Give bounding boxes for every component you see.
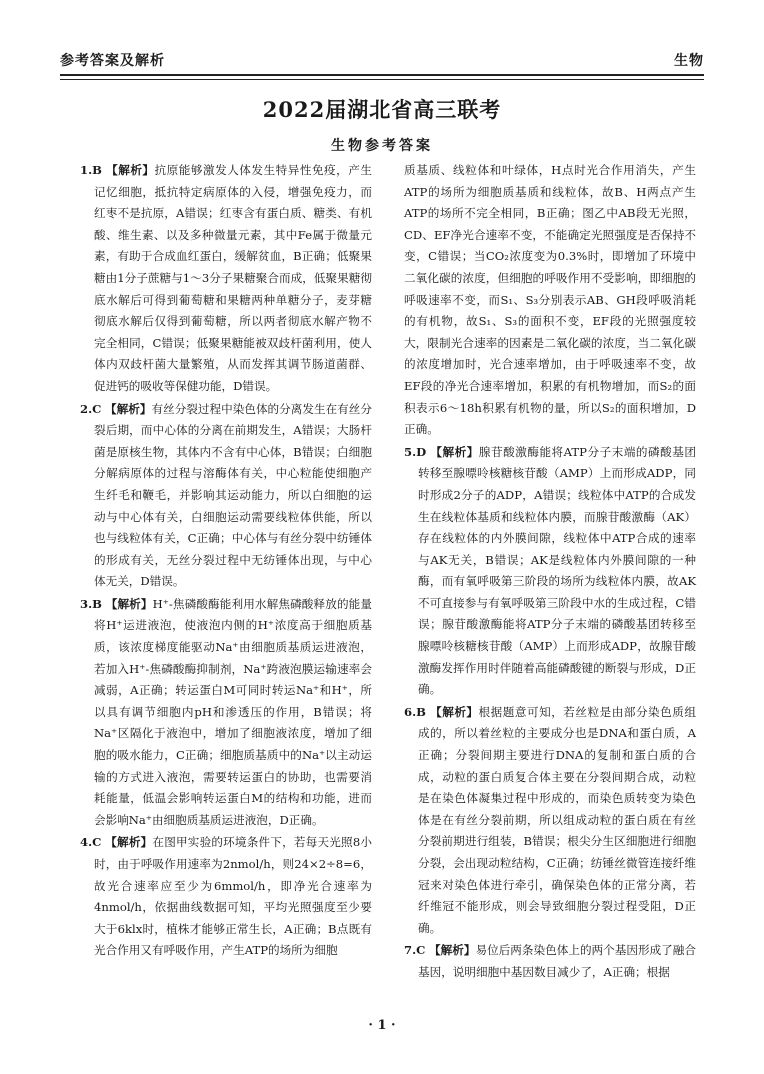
header-subject-label: 生物 xyxy=(674,53,704,69)
analysis-text: 抗原能够激发人体发生特异性免疫，产生记忆细胞，抵抗特定病原体的入侵，增强免疫力，而红枣不是抗原，A错误；红枣含有蛋白质、糖类、有机酸、维生素、以及多种微量元素，其中Fe属于微量元素，有助于合成血红蛋白，缓解贫血，B正确；低聚果糖由1分子蔗糖与1～3分子果糖聚合而成，低聚果糖彻底水解后可得到葡萄糖和果糖两种单糖分子，麦芽糖彻底水解后仅得到葡萄糖，所以两者彻底水解产物不完全相同，C错误；低聚果糖能被双歧杆菌利用，使人体内双歧杆菌大量繁殖，从而发挥其调节肠道菌群、促进钙的吸收等保健功能，D错误。 xyxy=(94,163,372,393)
running-header xyxy=(60,44,704,70)
answer-item-6 xyxy=(404,702,696,940)
analysis-text: 质基质、线粒体和叶绿体，H点时光合作用消失，产生ATP的场所为细胞质基质和线粒体，故B、H两点产生ATP的场所不完全相同，B正确；图乙中AB段无光照，CD、EF净光合速率不变，不能确定光照强度是否保持不变，C错误；当CO₂浓度变为0.3%时，即增加了环境中二氧化碳的浓度，但细胞的呼吸作用不受影响，即细胞的呼吸速率不变，而S₁、S₃分别表示AB、GH段呼吸消耗的有机物，故S₁、S₃的面积不变，EF段的光照强度较大，限制光合速率的因素是二氧化碳的浓度，当二氧化碳的浓度增加时，光合速率增加，由于呼吸速率不变，故EF段的净光合速率增加，积累的有机物增加，而S₂的面积表示6～18h积累有机物的量，所以S₂的面积增加，D正确。 xyxy=(404,163,696,437)
answer-number: 1.B xyxy=(80,163,102,177)
answer-number: 7.C xyxy=(404,943,426,958)
analysis-text: 根据题意可知，若丝粒是由部分染色质组成的，所以着丝粒的主要成分也是DNA和蛋白质，A正确；分裂间期主要进行DNA的复制和蛋白质的合成，动粒的蛋白质复合体主要在分裂间期合成，动粒是在染色体凝集过程中形成的，而染色质转变为染色体是在有丝分裂前期，所以组成动粒的蛋白质在有丝分裂前期进行组装，B错误；根尖分生区细胞进行细胞分裂，会出现动粒结构，C正确；纺锤丝微管连接纤维冠来对染色体进行牵引，确保染色体的正常分离，若纤维冠不能形成，则会导致细胞分裂过程受阻，D正确。 xyxy=(418,704,696,935)
analysis-tag: 【解析】 xyxy=(105,401,152,416)
header-rule xyxy=(60,74,704,80)
document-title: 2022届湖北省高三联考 xyxy=(262,97,502,122)
answer-item-4-continued xyxy=(404,160,696,441)
answer-number: 3.B xyxy=(80,596,102,611)
analysis-text: 腺苷酸激酶能将ATP分子末端的磷酸基团转移至腺嘌呤核糖核苷酸（AMP）上而形成ADP，同时形成2分子的ADP，A错误；线粒体中ATP的合成发生在线粒体基质和线粒体内膜，而腺苷酸激酶（AK）存在线粒体的内外膜间隙，线粒体中ATP合成的速率与AK无关，B错误；AK是线粒体内外膜间隙的一种酶，而有氧呼吸第三阶段的场所为线粒体内膜，故AK不可直接参与有氧呼吸第三阶段中水的生成过程，C错误；腺苷酸激酶能将ATP分子末端的磷酸基团转移至腺嘌呤核糖核苷酸（AMP）上而形成ADP，故腺苷酸激酶发挥作用时伴随着高能磷酸键的断裂与形成，D正确。 xyxy=(418,444,696,697)
answer-number: 5.D xyxy=(404,444,427,459)
analysis-tag: 【解析】 xyxy=(105,835,153,850)
analysis-text: H⁺-焦磷酸酶能利用水解焦磷酸释放的能量将H⁺运进液泡，使液泡内侧的H⁺浓度高于细胞质基质，该浓度梯度能驱动Na⁺由细胞质基质运进液泡，若加入H⁺-焦磷酸酶抑制剂，Na⁺跨液泡膜运输速率会减弱，A正确；转运蛋白M可同时转运Na⁺和H⁺，所以具有调节细胞内pH和渗透压的作用，B错误；将Na⁺区隔化于液泡中，增加了细胞液浓度，增加了细胞的吸水能力，C正确；细胞质基质中的Na⁺以主动运输的方式进入液泡，需要转运蛋白的协助，也需要消耗能量，低温会影响转运蛋白M的结构和功能，进而会影响Na⁺由细胞质基质运进液泡，D正确。 xyxy=(94,596,372,827)
analysis-tag: 【解析】 xyxy=(429,943,476,958)
answer-item-7 xyxy=(404,940,696,983)
analysis-tag: 【解析】 xyxy=(105,596,153,611)
analysis-text: 在图甲实验的环境条件下，若每天光照8小时，由于呼吸作用速率为2nmol/h，则24×2÷8=6，故光合速率应至少为6mmol/h，即净光合速率为4nmol/h，依据曲线数据可知，平均光照强度至少要大于6klx时，植株才能够正常生长，A正确；B点既有光合作用又有呼吸作用，产生ATP的场所为细胞 xyxy=(94,835,372,958)
analysis-text: 有丝分裂过程中染色体的分离发生在有丝分裂后期，而中心体的分离在前期发生，A错误；大肠杆菌是原核生物，其体内不含有中心体，B错误；白细胞分解病原体的过程与溶酶体有关，中心粒能使细胞产生纤毛和鞭毛，并影响其运动能力，所以白细胞的运动与中心体有关，白细胞运动需要线粒体供能，所以也与线粒体有关，C正确；中心体与有丝分裂中纺锤体的形成有关，无丝分裂过程中无纺锤体出现，与中心体无关，D错误。 xyxy=(94,401,372,589)
answer-item-5 xyxy=(404,442,696,701)
document-subtitle: 生物参考答案 xyxy=(331,138,433,154)
answer-item-3 xyxy=(80,594,372,832)
right-column xyxy=(404,160,696,985)
analysis-tag: 【解析】 xyxy=(106,163,155,177)
header-left-label: 参考答案及解析 xyxy=(60,53,165,69)
answer-number: 2.C xyxy=(80,401,102,416)
page-number: · 1 · xyxy=(368,1018,396,1033)
answer-item-1 xyxy=(80,160,372,398)
answer-item-2 xyxy=(80,399,372,593)
analysis-tag: 【解析】 xyxy=(430,704,479,719)
answer-number: 6.B xyxy=(404,704,426,719)
answer-item-4 xyxy=(80,832,372,962)
left-column xyxy=(80,160,372,963)
analysis-tag: 【解析】 xyxy=(430,444,479,459)
analysis-text: 易位后两条染色体上的两个基因形成了融合基因，说明细胞中基因数目减少了，A正确；根据 xyxy=(418,943,696,979)
answer-number: 4.C xyxy=(80,835,102,850)
